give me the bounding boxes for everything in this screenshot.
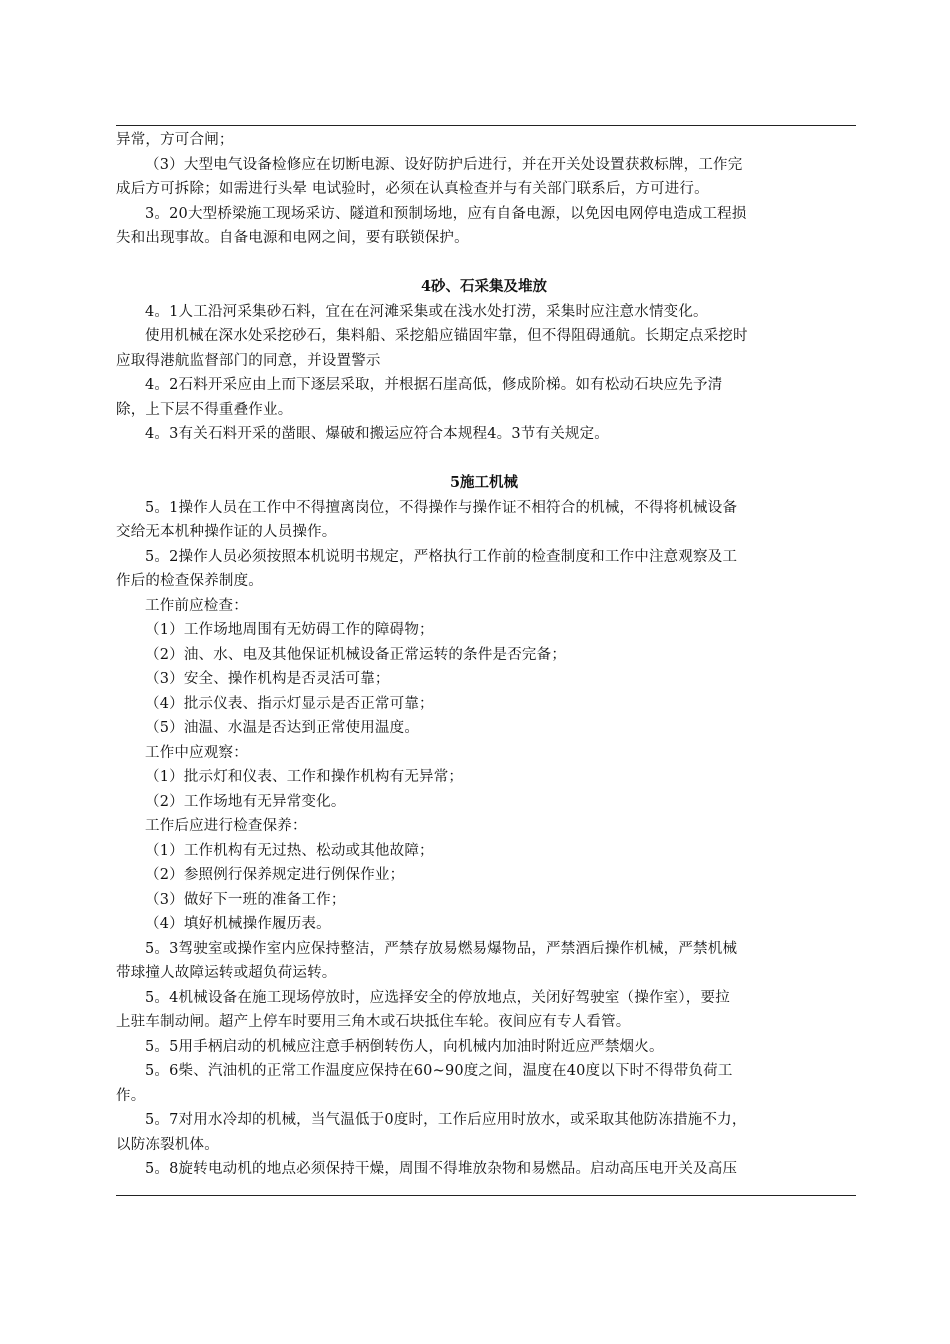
paragraph-line: 4。3有关石料开采的凿眼、爆破和搬运应符合本规程4。3节有关规定。 [145,426,609,442]
paragraph-line: 4。2石料开采应由上而下逐层采取，并根据石崖高低，修成阶梯。如有松动石块应先予清 [145,377,723,393]
paragraph-line: 工作中应观察： [145,744,248,761]
paragraph-line: 5。7对用水冷却的机械，当气温低于0度时，工作后应用时放水，或采取其他防冻措施不力， [145,1112,747,1128]
paragraph-line: 3。20大型桥梁施工现场采访、隧道和预制场地，应有自备电源，以免因电网停电造成工程损 [145,205,747,222]
paragraph-line: 5。8旋转电动机的地点必须保持干燥，周围不得堆放杂物和易燃品。启动高压电开关及高压 [145,1161,738,1177]
paragraph-line: （4）填好机械操作履历表。 [145,916,331,932]
paragraph-line: 5。4机械设备在施工现场停放时，应选择安全的停放地点，关闭好驾驶室（操作室），要拉 [145,989,730,1006]
paragraph-line: 以防冻裂机体。 [116,1136,219,1153]
paragraph-line: （1）工作机构有无过热、松动或其他故障； [145,842,434,859]
paragraph-line: 成后方可拆除；如需进行头晕 电试验时，必须在认真检查并与有关部门联系后，方可进行。 [116,181,709,197]
blank-line [116,251,852,276]
paragraph-line: （4）批示仪表、指示灯显示是否正常可靠； [145,695,434,712]
paragraph-line: 作。 [116,1087,146,1104]
paragraph-line: 5。6柴、汽油机的正常工作温度应保持在60~90度之间，温度在40度以下时不得带负荷工 [145,1063,733,1079]
paragraph-line: 作后的检查保养制度。 [116,573,263,589]
document-body [116,128,852,1182]
paragraph-line: 应取得港航监督部门的同意，并设置警示 [116,352,381,369]
paragraph-line: 5。2操作人员必须按照本机说明书规定，严格执行工作前的检查制度和工作中注意观察及工 [145,548,738,565]
paragraph-line: （2）参照例行保养规定进行例保作业； [145,867,405,883]
paragraph-line: 交给无本机种操作证的人员操作。 [116,524,337,540]
header-rule [116,125,856,126]
paragraph-line: 工作后应进行检查保养： [145,818,307,834]
paragraph-line: 工作前应检查： [145,597,248,614]
paragraph-line: 5。3驾驶室或操作室内应保持整洁，严禁存放易燃易爆物品，严禁酒后操作机械，严禁机械 [145,940,738,957]
paragraph-line: 异常，方可合闸； [116,132,234,148]
paragraph-line: （2）工作场地有无异常变化。 [145,793,346,810]
paragraph-line: 上驻车制动闸。超产上停车时要用三角木或石块抵住车轮。夜间应有专人看管。 [116,1014,631,1030]
paragraph-line: （3）大型电气设备检修应在切断电源、设好防护后进行，并在开关处设置获救标牌，工作完 [145,156,743,173]
blank-line [116,447,852,472]
paragraph-line: （1）工作场地周围有无妨碍工作的障碍物； [145,622,434,638]
paragraph-line: 带球撞人故障运转或超负荷运转。 [116,965,337,981]
paragraph-line: 使用机械在深水处采挖砂石，集料船、采挖船应锚固牢靠，但不得阻碍通航。长期定点采挖时 [145,328,748,344]
paragraph-line: 5。5用手柄启动的机械应注意手柄倒转伤人，向机械内加油时附近应严禁烟火。 [145,1038,664,1055]
paragraph-line: 失和出现事故。自备电源和电网之间，要有联锁保护。 [116,230,469,246]
paragraph-line: 5。1操作人员在工作中不得擅离岗位，不得操作与操作证不相符合的机械，不得将机械设备 [145,499,738,516]
paragraph-line: （3）做好下一班的准备工作； [145,891,346,908]
paragraph-line: （1）批示灯和仪表、工作和操作机构有无异常； [145,769,464,785]
paragraph-line: （3）安全、操作机构是否灵活可靠； [145,671,390,687]
footer-rule [116,1195,856,1196]
section-heading: 5施工机械 [449,474,519,491]
section-heading: 4砂、石采集及堆放 [420,278,548,295]
paragraph-line: 4。1人工沿河采集砂石料，宜在在河滩采集或在浅水处打涝，采集时应注意水情变化。 [145,303,708,320]
paragraph-line: 除，上下层不得重叠作业。 [116,401,293,418]
paragraph-line: （5）油温、水温是否达到正常使用温度。 [145,720,420,736]
paragraph-line: （2）油、水、电及其他保证机械设备正常运转的条件是否完备； [145,646,567,663]
